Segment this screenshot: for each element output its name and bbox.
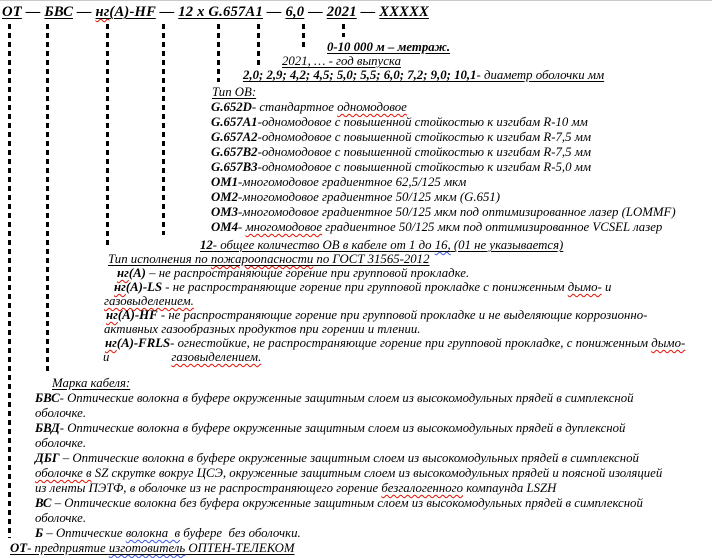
fire-ng-frls-part-2: - огнестойкие, не распространяющие горение при групповой прокладке, с пониженным [170, 336, 652, 350]
brand-bvs [35, 392, 634, 405]
brand-vs [35, 497, 643, 510]
brand-dbg-cont2-part-2: компаунда LSZH [463, 481, 557, 495]
brand-bvd [35, 422, 625, 435]
brand-dbg-part-1: – Оптические волокна в буфере окруженные защитным слоем из высокомодульных прядей в симплексной [59, 451, 639, 465]
brand-dbg-cont2 [35, 482, 556, 495]
formula-part-0: ОТ [2, 4, 22, 20]
fiber-g657a2-part-1: -одномодовое с повышенной стойкостью к изгибам R-7,5 мм [257, 130, 592, 144]
note-diameter-part-0: 2,0; 2,9; 4,2; 4,5; 5,0; 5,5; 6,0; 7,2; 9,0; 10,1 [243, 68, 477, 82]
note-year [282, 55, 401, 68]
leader-dashed-line-4 [217, 24, 220, 82]
brand-b-squiggle-blue: волокна в [125, 526, 181, 540]
fire-ng-frls-squiggle-red: нг [105, 336, 117, 350]
leader-dashed-line-2 [106, 24, 109, 249]
note-diameter [243, 69, 604, 82]
brand-dbg-cont1 [35, 467, 662, 480]
fiber-g652d-squiggle-red: одномодовое [337, 100, 407, 114]
note-diameter-part-1: - диаметр оболочки мм [476, 68, 605, 82]
fire-rating-header-squiggle-red: пожароопасности [210, 252, 314, 266]
fiber-om4-part-3: градиентное 50/125 мкм под оптимизированное VCSEL лазер [322, 220, 663, 234]
fiber-om3 [211, 206, 676, 219]
fiber-om4-part-1: - [238, 220, 246, 234]
fire-ng-ls-part-0 [114, 280, 126, 294]
formula-squiggle-red: нг [95, 4, 110, 20]
fire-ng-ls [114, 281, 611, 294]
fire-ng-frls-cont-part-1 [171, 350, 261, 364]
fire-ng-hf-squiggle-red: нг [106, 308, 118, 322]
fiber-g652d [211, 101, 407, 114]
fiber-g652d-part-0: G.652D [211, 100, 252, 114]
fiber-om2-part-0: ОМ2 [211, 190, 239, 204]
formula-part-2: БВС [44, 4, 74, 20]
fire-ng-hf-part-1: (А)-HF [117, 308, 158, 322]
fire-ng-ls-squiggle-red: дымо- [567, 280, 602, 294]
manufacturer-part-0: ОТ [10, 541, 28, 555]
fire-ng-part-1: (А) [128, 266, 146, 280]
fiber-g652d-part-1: - стандартное [251, 100, 338, 114]
brand-header-part-0: Марка кабеля: [52, 376, 131, 390]
brand-bvd-part-0: БВД [35, 421, 60, 435]
fiber-g657a2 [211, 131, 591, 144]
fiber-g657b3-part-1: -одномодовое с повышенной стойкостью к изгибам R-5,0 мм [257, 160, 592, 174]
fire-ng-part-2: – не распространяющие горение при групповой прокладке. [145, 266, 470, 280]
fiber-om3-part-1: -многомодовое градиентное 50/125 мкм под оптимизированное лазер (LOMMF) [238, 205, 676, 219]
fire-rating-header-part-2: по ГОСТ 31565-2012 [313, 252, 430, 266]
fire-ng-ls-part-4: и [601, 280, 612, 294]
leader-dashed-line-6 [302, 24, 305, 51]
formula-part-5: (А)-HF [109, 4, 156, 20]
fire-rating-header [108, 253, 429, 266]
fiber-g657b3 [211, 161, 591, 174]
fiber-om2-part-1: -многомодовое градиентное 50/125 мкм (G.651) [238, 190, 501, 204]
brand-b-part-1: – Оптические [43, 526, 126, 540]
leader-dashed-line-0 [8, 24, 11, 538]
fiber-type-header [212, 86, 256, 99]
manufacturer-part-3: ОПТЕН-ТЕЛЕКОМ [185, 541, 295, 555]
fire-ng-squiggle-red: нг [117, 266, 129, 280]
fiber-om2 [211, 191, 500, 204]
brand-dbg [35, 452, 639, 465]
fire-rating-header-part-0: Тип исполнения по [108, 252, 211, 266]
brand-dbg-cont2-squiggle-red: безгалогенного [381, 481, 463, 495]
fiber-count-part-0: 12 [200, 238, 213, 252]
manufacturer-part-2 [109, 541, 185, 555]
fiber-om4-part-2 [246, 220, 323, 234]
formula-part-12: — [356, 4, 380, 20]
fiber-om4-squiggle-red: многомодовое [245, 220, 323, 234]
brand-dbg-cont2-part-0: из ленты ПЭТФ, в оболочке из не распространяющего горение [35, 481, 382, 495]
fiber-g657b2 [211, 146, 591, 159]
leader-dashed-line-3 [162, 24, 165, 235]
brand-vs-part-0: ВС [35, 496, 52, 510]
formula-part-9: 6,0 [285, 4, 305, 20]
fiber-g657b3-part-0: G.657В3 [211, 160, 258, 174]
brand-dbg-cont1-squiggle-red: оболочке в [35, 466, 92, 480]
fire-ng-frls-cont-squiggle-red: газовыделением. [171, 350, 262, 364]
brand-dbg-cont2-part-1 [381, 481, 463, 495]
fire-ng-hf-cont [104, 323, 420, 336]
brand-dbg-part-0: ДБГ [35, 451, 60, 465]
brand-bvs-cont [35, 407, 86, 420]
formula-part-7: 12 х G.657A1 [178, 4, 263, 20]
fire-ng-frls-squiggle-red: дымо- [651, 336, 686, 350]
formula-part-10: — [304, 4, 327, 20]
fiber-g657a1-part-1: -одномодовое с повышенной стойкостью к изгибам R-10 мм [257, 115, 588, 129]
manufacturer [10, 542, 295, 555]
fiber-count-part-3: (01 не указывается) [450, 238, 564, 252]
brand-vs-cont-part-0: оболочке. [35, 511, 87, 525]
fire-ng-ls-cont [104, 295, 194, 308]
formula-part-6: — [155, 4, 179, 20]
brand-bvs-part-0: БВС [35, 391, 60, 405]
fire-ng-part-0 [117, 266, 129, 280]
fire-ng-ls-part-2: - не распространяющие горение при групповой прокладке с пониженным [162, 280, 568, 294]
fiber-om1 [211, 176, 466, 189]
formula-part-11: 2021 [326, 4, 357, 20]
fiber-om4-part-0: ОМ4 [211, 220, 239, 234]
fire-ng-frls-part-1: (А)-FRLS [116, 336, 171, 350]
fiber-om4 [211, 221, 662, 234]
fire-ng-hf-cont-part-0: активных газообразных продуктов при горении и тлении. [104, 322, 421, 336]
brand-b [35, 527, 301, 540]
brand-dbg-cont1-part-0 [35, 466, 92, 480]
fire-ng-frls-part-0 [105, 336, 117, 350]
leader-dashed-line-1 [46, 24, 49, 374]
manufacturer-squiggle-blue: изготовитель [108, 541, 186, 555]
brand-bvd-cont [35, 437, 86, 450]
fire-ng-hf [106, 309, 647, 322]
brand-b-part-3: буфере без оболочки. [180, 526, 301, 540]
brand-vs-cont [35, 512, 86, 525]
formula-part-3: — [73, 4, 96, 20]
brand-b-part-2 [126, 526, 180, 540]
fiber-count-part-2 [435, 238, 451, 252]
fiber-g657b2-part-0: G.657В2 [211, 145, 258, 159]
brand-header [52, 377, 130, 390]
brand-vs-part-1: – Оптические волокна без буфера окруженные защитным слоем из высокомодульных прядей в симплексной [51, 496, 643, 510]
brand-dbg-cont1-part-1: SZ скрутке вокруг ЦСЭ, окруженные защитным слоем из высокомодульных прядей и поясной изоляцией [91, 466, 663, 480]
fire-ng-ls-part-1: (А)-LS [125, 280, 163, 294]
fire-ng-ls-cont-part-0 [104, 294, 194, 308]
fiber-om1-part-0: ОМ1 [211, 175, 239, 189]
brand-bvs-cont-part-0: оболочке. [35, 406, 87, 420]
fiber-om3-part-0: ОМ3 [211, 205, 239, 219]
leader-dashed-line-7 [342, 24, 345, 37]
fire-ng-frls-cont-part-0: и [103, 350, 110, 364]
brand-b-part-0: Б [35, 526, 44, 540]
fire-ng-ls-cont-squiggle-red: газовыделением. [104, 294, 194, 308]
fire-ng-frls [105, 337, 685, 350]
note-footage [327, 41, 450, 54]
fiber-count-squiggle-blue: 16, [434, 238, 451, 252]
fiber-g657a2-part-0: G.657А2 [211, 130, 258, 144]
fiber-g657a1 [211, 116, 588, 129]
fire-ng-ls-squiggle-red: нг [114, 280, 126, 294]
fiber-count [200, 239, 563, 252]
fire-ng-frls-cont [103, 351, 261, 364]
formula-part-4 [96, 4, 110, 20]
fiber-g657a1-part-0: G.657А1 [211, 115, 258, 129]
manufacturer-part-1: - предприятие [27, 541, 109, 555]
formula-part-8: — [262, 4, 286, 20]
formula-part-1: — [21, 4, 45, 20]
formula [2, 6, 429, 19]
fire-ng-hf-part-2: - не распространяющие горение при групповой прокладке и не выделяющие коррозионно- [157, 308, 648, 322]
note-year-part-0: 2021, … - год выпуска [282, 54, 401, 68]
fire-rating-header-part-1 [211, 252, 313, 266]
fiber-om1-part-1: -многомодовое градиентное 62,5/125 мкм [238, 175, 467, 189]
brand-bvd-cont-part-0: оболочке. [35, 436, 87, 450]
fiber-g652d-part-2 [337, 100, 407, 114]
brand-bvs-part-1: - Оптические волокна в буфере окруженные защитным слоем из высокомодульных прядей в симплексной [59, 391, 634, 405]
fire-ng-ls-part-3 [568, 280, 602, 294]
fiber-count-part-1: - общее количество ОВ в кабеле от 1 до [212, 238, 435, 252]
fire-ng-hf-part-0 [106, 308, 118, 322]
fiber-g657b2-part-1: -одномодовое с повышенной стойкостью к изгибам R-7,5 мм [257, 145, 592, 159]
brand-bvd-part-1: - Оптические волокна в буфере окруженные защитным слоем из высокомодульных прядей в дуплексной [59, 421, 626, 435]
fire-ng [117, 267, 469, 280]
note-footage-part-0: 0-10 000 м – метраж. [327, 40, 451, 54]
fire-ng-frls-part-3 [651, 336, 685, 350]
fiber-type-header-part-0: Тип ОВ: [212, 85, 257, 99]
formula-part-13: XXXXX [379, 4, 429, 20]
leader-dashed-line-5 [257, 24, 260, 65]
